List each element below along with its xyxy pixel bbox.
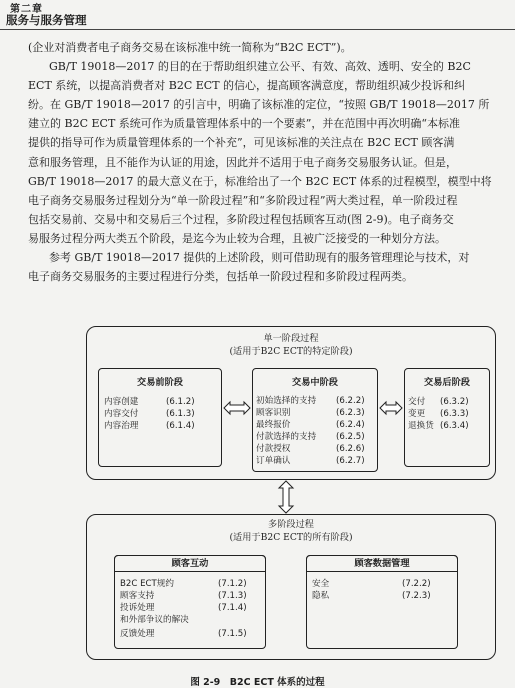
- list-item: [408, 408, 469, 420]
- item-label: 反馈处理: [120, 629, 155, 639]
- item-code: (6.2.2): [336, 396, 365, 406]
- item-code: (7.1.4): [218, 603, 247, 613]
- figure-caption: 图 2-9 B2C ECT 体系的过程: [190, 677, 325, 688]
- customer-interaction-title: 顾客互动: [171, 558, 209, 569]
- item-code: (7.2.3): [402, 591, 431, 601]
- paragraph-line: GB/T 19018—2017 的目的在于帮助组织建立公平、有效、高效、透明、安全的 B2C: [49, 60, 471, 74]
- vertical-double-arrow-icon: [277, 480, 295, 514]
- post-transaction-title: 交易后阶段: [424, 377, 470, 388]
- list-item: [256, 395, 365, 407]
- running-head: 服务与服务管理: [6, 13, 87, 27]
- item-code: (7.1.3): [218, 591, 247, 601]
- list-item: [408, 396, 469, 408]
- item-label: 和外部争议的解决: [120, 615, 189, 625]
- item-code: (6.3.2): [440, 397, 469, 407]
- list-item: [120, 614, 189, 626]
- item-label: 初始选择的支持: [256, 396, 317, 406]
- pre-transaction-title: 交易前阶段: [137, 377, 183, 388]
- list-item: [104, 420, 195, 432]
- paragraph-line: 电子商务交易服务过程划分为“单一阶段过程”和“多阶段过程”两大类过程，单一阶段过程: [28, 193, 458, 207]
- list-item: [120, 628, 247, 640]
- item-label: 内容创建: [104, 397, 139, 407]
- list-item: [256, 443, 365, 455]
- list-item: [408, 420, 469, 432]
- paragraph-line: 提供的指导可作为质量管理体系的一个补充”，可见该标准的关注点在 B2C ECT 顾客满: [28, 136, 455, 150]
- paragraph-line: 参考 GB/T 19018—2017 提供的上述阶段，则可借助现有的服务管理理论与技术，对: [49, 251, 470, 265]
- paragraph-line: 纷。在 GB/T 19018—2017 的引言中，明确了该标准的定位，“按照 GB/T 19018—2017 所: [28, 98, 490, 112]
- item-code: (7.2.2): [402, 579, 431, 589]
- list-item: [312, 578, 431, 590]
- item-label: 顾客识别: [256, 408, 291, 418]
- item-label: 退换货: [408, 421, 434, 431]
- item-code: (6.2.3): [336, 408, 365, 418]
- item-code: (6.2.4): [336, 420, 365, 430]
- item-label: 内容治理: [104, 421, 139, 431]
- chapter-label: 第二章: [10, 4, 43, 15]
- list-item: [256, 455, 365, 467]
- list-item: [120, 578, 247, 590]
- item-label: 最终报价: [256, 420, 291, 430]
- paragraph-line: 易服务过程分两大类五个阶段，是迄今为止较为合理，且被广泛接受的一种划分方法。: [28, 231, 446, 245]
- item-label: B2C ECT规约: [120, 579, 174, 589]
- list-item: [120, 590, 247, 602]
- body-text: [28, 38, 515, 286]
- paragraph-line: (企业对消费者电子商务交易在该标准中统一简称为“B2C ECT”)。: [28, 41, 352, 54]
- paragraph-line: ECT 系统，以提高消费者对 B2C ECT 的信心，提高顾客满意度，帮助组织减少投诉和纠: [28, 79, 466, 93]
- paragraph-line: GB/T 19018—2017 的最大意义在于，标准给出了一个 B2C ECT 体系的过程模型，模型中将: [28, 174, 492, 188]
- list-item: [104, 408, 195, 420]
- paragraph-line: 包括交易前、交易中和交易后三个过程，多阶段过程包括顾客互动(图 2-9)。电子商务交: [28, 212, 454, 226]
- single-stage-subtitle: (适用于B2C ECT的特定阶段): [229, 346, 353, 357]
- list-item: [256, 431, 365, 443]
- item-label: 付款授权: [256, 444, 291, 454]
- item-code: (7.1.2): [218, 579, 247, 589]
- item-label: 顾客支持: [120, 591, 155, 601]
- item-code: (6.3.4): [440, 421, 469, 431]
- item-code: (6.1.3): [166, 409, 195, 419]
- header-rule: [0, 29, 515, 30]
- item-label: 内容交付: [104, 409, 139, 419]
- paragraph-line: 电子商务交易服务的主要过程进行分类，包括单一阶段过程和多阶段过程两类。: [28, 270, 413, 284]
- item-code: (7.1.5): [218, 629, 247, 639]
- item-label: 隐私: [312, 591, 330, 601]
- item-label: 安全: [312, 579, 330, 589]
- item-code: (6.1.2): [166, 397, 195, 407]
- double-arrow-icon: [378, 400, 404, 416]
- item-code: (6.3.3): [440, 409, 469, 419]
- multi-stage-subtitle: (适用于B2C ECT的所有阶段): [229, 532, 353, 543]
- item-label: 交付: [408, 397, 426, 407]
- multi-stage-title: 多阶段过程: [268, 519, 314, 530]
- item-label: 付款选择的支持: [256, 432, 317, 442]
- list-item: [104, 396, 195, 408]
- item-label: 变更: [408, 409, 426, 419]
- item-code: (6.2.6): [336, 444, 365, 454]
- list-item: [256, 419, 365, 431]
- paragraph-line: 建立的 B2C ECT 系统可作为质量管理体系中的一个要素”，并在范围中再次明确“本标准: [28, 117, 461, 131]
- paragraph-line: 意和服务管理，且不能作为认证的用途，因此并不适用于电子商务交易服务认证。但是，: [28, 155, 457, 169]
- item-label: 投诉处理: [120, 603, 155, 613]
- list-item: [120, 602, 247, 614]
- double-arrow-icon: [222, 400, 252, 416]
- mid-transaction-title: 交易中阶段: [292, 377, 338, 388]
- single-stage-title: 单一阶段过程: [263, 333, 319, 344]
- item-code: (6.2.5): [336, 432, 365, 442]
- list-item: [256, 407, 365, 419]
- item-code: (6.1.4): [166, 421, 195, 431]
- customer-data-title: 顾客数据管理: [354, 558, 410, 569]
- item-label: 订单确认: [256, 456, 291, 466]
- list-item: [312, 590, 431, 602]
- item-code: (6.2.7): [336, 456, 365, 466]
